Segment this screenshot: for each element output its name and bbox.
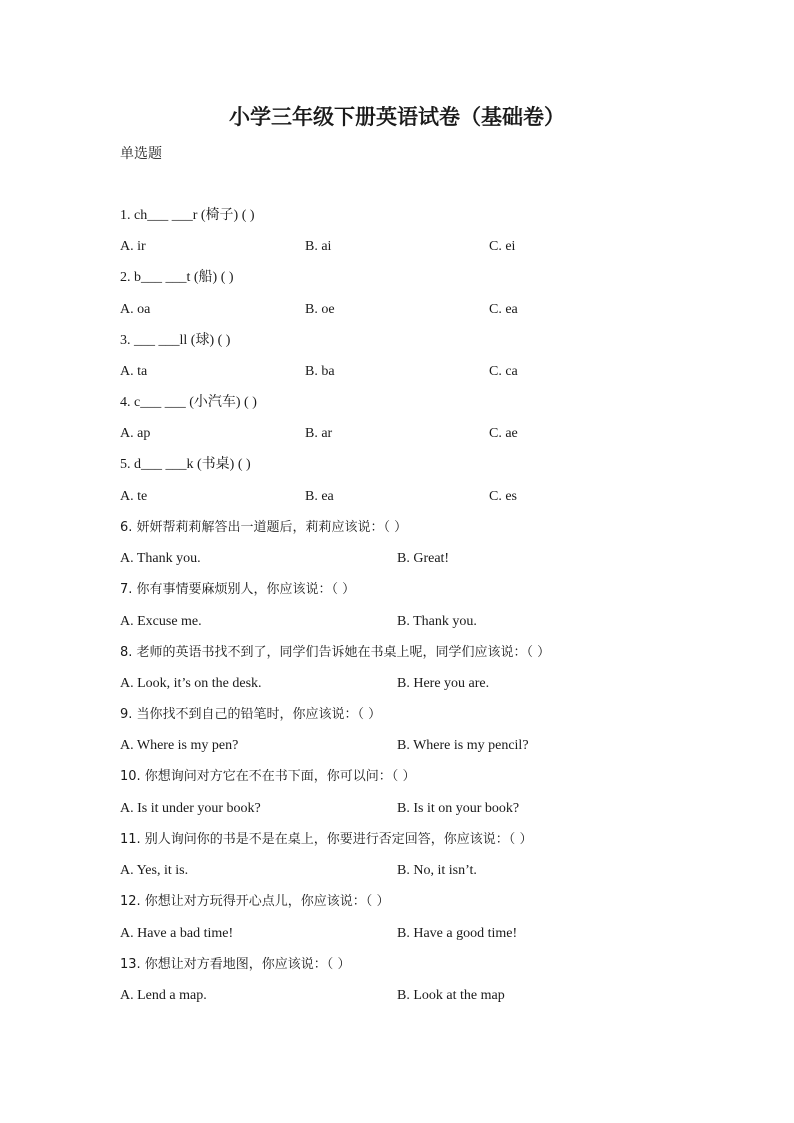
question-stem: 9. 当你找不到自己的铅笔时，你应该说：（ ） bbox=[120, 707, 382, 722]
option-a: A. Where is my pen? bbox=[120, 738, 239, 753]
question-stem: 7. 你有事情要麻烦别人，你应该说：（ ） bbox=[120, 582, 356, 597]
option-a: A. Have a bad time! bbox=[120, 926, 234, 941]
option-a: A. te bbox=[120, 489, 148, 504]
option-c: C. ca bbox=[489, 364, 518, 379]
option-b: B. ar bbox=[305, 426, 333, 441]
option-c: C. ei bbox=[489, 239, 516, 254]
question-stem: 6. 妍妍帮莉莉解答出一道题后，莉莉应该说：（ ） bbox=[120, 520, 408, 535]
question-stem: 12. 你想让对方玩得开心点儿，你应该说：（ ） bbox=[120, 894, 390, 909]
option-c: C. es bbox=[489, 489, 517, 504]
option-b: B. Great! bbox=[397, 551, 450, 566]
option-a: A. Thank you. bbox=[120, 551, 201, 566]
option-b: B. ea bbox=[305, 489, 334, 504]
option-b: B. Is it on your book? bbox=[397, 801, 520, 816]
option-a: A. Is it under your book? bbox=[120, 801, 261, 816]
option-b: B. ba bbox=[305, 364, 335, 379]
question-stem: 3. ___ ___ll (球) ( ) bbox=[120, 333, 231, 348]
option-a: A. Yes, it is. bbox=[120, 863, 189, 878]
question-stem: 10. 你想询问对方它在不在书下面，你可以问：（ ） bbox=[120, 769, 416, 784]
option-b: B. Look at the map bbox=[397, 988, 505, 1003]
option-a: A. ta bbox=[120, 364, 148, 379]
question-stem: 2. b___ ___t (船) ( ) bbox=[120, 270, 234, 285]
section-heading: 单选题 bbox=[120, 146, 162, 162]
question-stem: 1. ch___ ___r (椅子) ( ) bbox=[120, 208, 255, 223]
question-stem: 8. 老师的英语书找不到了，同学们告诉她在书桌上呢，同学们应该说：（ ） bbox=[120, 645, 551, 660]
option-a: A. Lend a map. bbox=[120, 988, 207, 1003]
option-c: C. ea bbox=[489, 302, 518, 317]
option-b: B. ai bbox=[305, 239, 332, 254]
option-b: B. No, it isn’t. bbox=[397, 863, 477, 878]
option-a: A. ir bbox=[120, 239, 146, 254]
question-stem: 11. 别人询问你的书是不是在桌上，你要进行否定回答，你应该说：（ ） bbox=[120, 832, 533, 847]
option-a: A. Excuse me. bbox=[120, 614, 202, 629]
option-a: A. Look, it’s on the desk. bbox=[120, 676, 262, 691]
option-b: B. Have a good time! bbox=[397, 926, 518, 941]
option-a: A. ap bbox=[120, 426, 151, 441]
option-b: B. Where is my pencil? bbox=[397, 738, 529, 753]
option-b: B. oe bbox=[305, 302, 335, 317]
option-b: B. Here you are. bbox=[397, 676, 490, 691]
question-stem: 4. c___ ___ (小汽车) ( ) bbox=[120, 395, 257, 410]
question-stem: 13. 你想让对方看地图，你应该说：（ ） bbox=[120, 957, 351, 972]
option-a: A. oa bbox=[120, 302, 151, 317]
option-b: B. Thank you. bbox=[397, 614, 477, 629]
page-title: 小学三年级下册英语试卷（基础卷） bbox=[229, 104, 565, 129]
option-c: C. ae bbox=[489, 426, 518, 441]
question-stem: 5. d___ ___k (书桌) ( ) bbox=[120, 457, 251, 472]
